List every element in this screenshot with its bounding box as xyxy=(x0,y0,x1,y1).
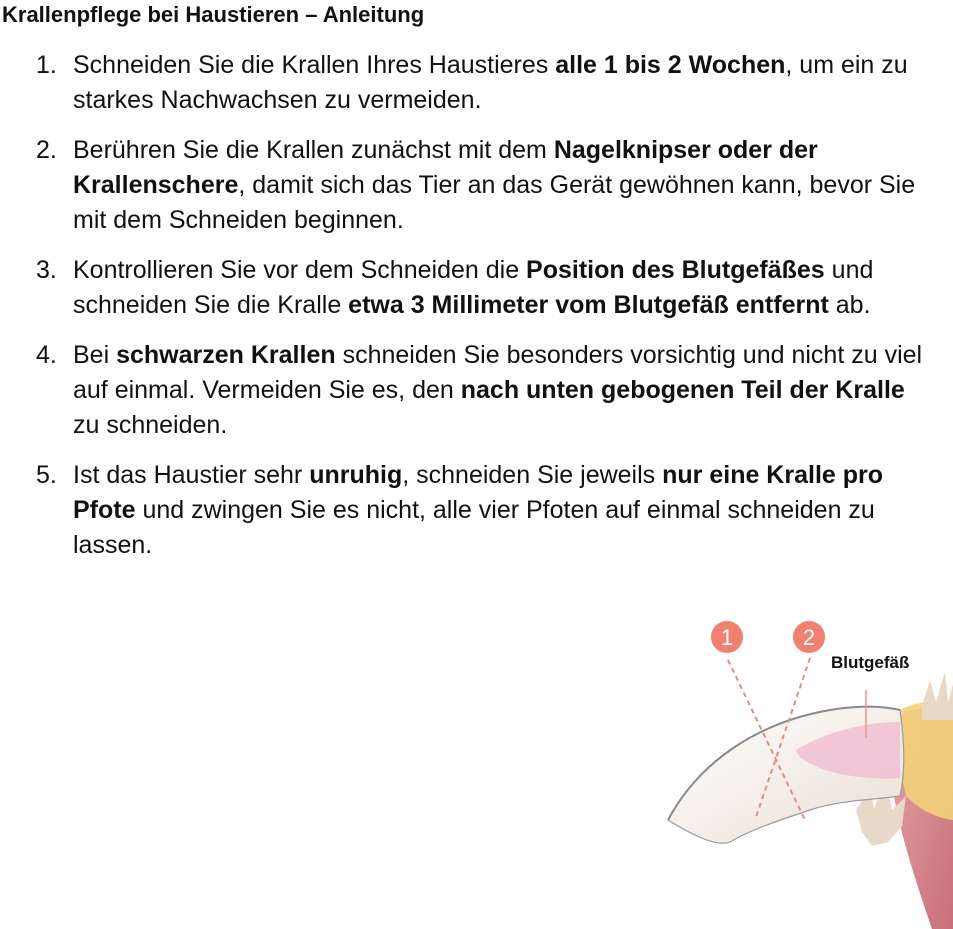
step-text-bold: alle 1 bis 2 Wochen xyxy=(555,51,786,79)
step-text-segment: Berühren Sie die Krallen zunächst mit dem xyxy=(73,136,554,164)
cut-marker-2-label: 2 xyxy=(802,625,816,650)
step-text-segment: , damit sich das Tier an das Gerät gewöhnen kann, bevor Sie mit dem Schneiden beginnen. xyxy=(73,171,916,234)
step-text-segment: zu schneiden. xyxy=(73,411,228,439)
page-title: Krallenpflege bei Haustieren – Anleitung xyxy=(2,2,425,27)
step-text-segment: schneiden Sie besonders vorsichtig und nicht zu viel auf einmal. Vermeiden Sie es, den xyxy=(73,341,923,404)
steps-list xyxy=(36,48,936,578)
cut-marker-1 xyxy=(711,621,743,653)
step-text xyxy=(73,136,915,234)
step-text xyxy=(73,461,883,559)
step-item xyxy=(36,338,936,443)
fur-tuft-top xyxy=(922,672,953,720)
step-text-segment: , schneiden Sie jeweils xyxy=(402,461,663,489)
step-number: 4. xyxy=(36,341,57,369)
blood-vessel-label: Blutgefäß xyxy=(831,653,910,672)
step-number: 3. xyxy=(36,256,57,284)
step-text-bold: Position des Blutgefäßes xyxy=(526,256,825,284)
step-text-bold: nach unten gebogenen Teil der Kralle xyxy=(460,376,905,404)
step-text xyxy=(73,256,873,319)
step-text-bold: etwa 3 Millimeter vom Blutgefäß entfernt xyxy=(348,291,829,319)
step-number: 1. xyxy=(36,51,57,79)
step-item xyxy=(36,133,936,238)
step-text-segment: und schneiden Sie die Kralle xyxy=(73,256,874,319)
step-text xyxy=(73,51,908,114)
step-text-segment: Ist das Haustier sehr xyxy=(73,461,310,489)
step-number: 5. xyxy=(36,461,57,489)
step-text-bold: unruhig xyxy=(309,461,403,489)
step-text xyxy=(73,341,922,439)
step-item xyxy=(36,458,936,563)
step-item xyxy=(36,48,936,118)
cut-marker-1-label: 1 xyxy=(720,625,734,650)
cut-marker-2 xyxy=(793,621,825,653)
step-text-bold: Nagelknipser oder der Krallenschere xyxy=(73,136,818,199)
claw-illustration xyxy=(660,610,953,929)
step-text-segment: Bei xyxy=(73,341,117,369)
step-text-segment: Kontrollieren Sie vor dem Schneiden die xyxy=(73,256,527,284)
step-text-bold: nur eine Kralle pro Pfote xyxy=(73,461,884,524)
step-number: 2. xyxy=(36,136,57,164)
step-text-segment: , um ein zu starkes Nachwachsen zu vermeiden. xyxy=(73,51,908,114)
step-text-segment: ab. xyxy=(828,291,871,319)
step-item xyxy=(36,253,936,323)
step-text-segment: und zwingen Sie es nicht, alle vier Pfoten auf einmal schneiden zu lassen. xyxy=(73,496,875,559)
step-text-bold: schwarzen Krallen xyxy=(116,341,336,369)
step-text-segment: Schneiden Sie die Krallen Ihres Haustieres xyxy=(73,51,556,79)
